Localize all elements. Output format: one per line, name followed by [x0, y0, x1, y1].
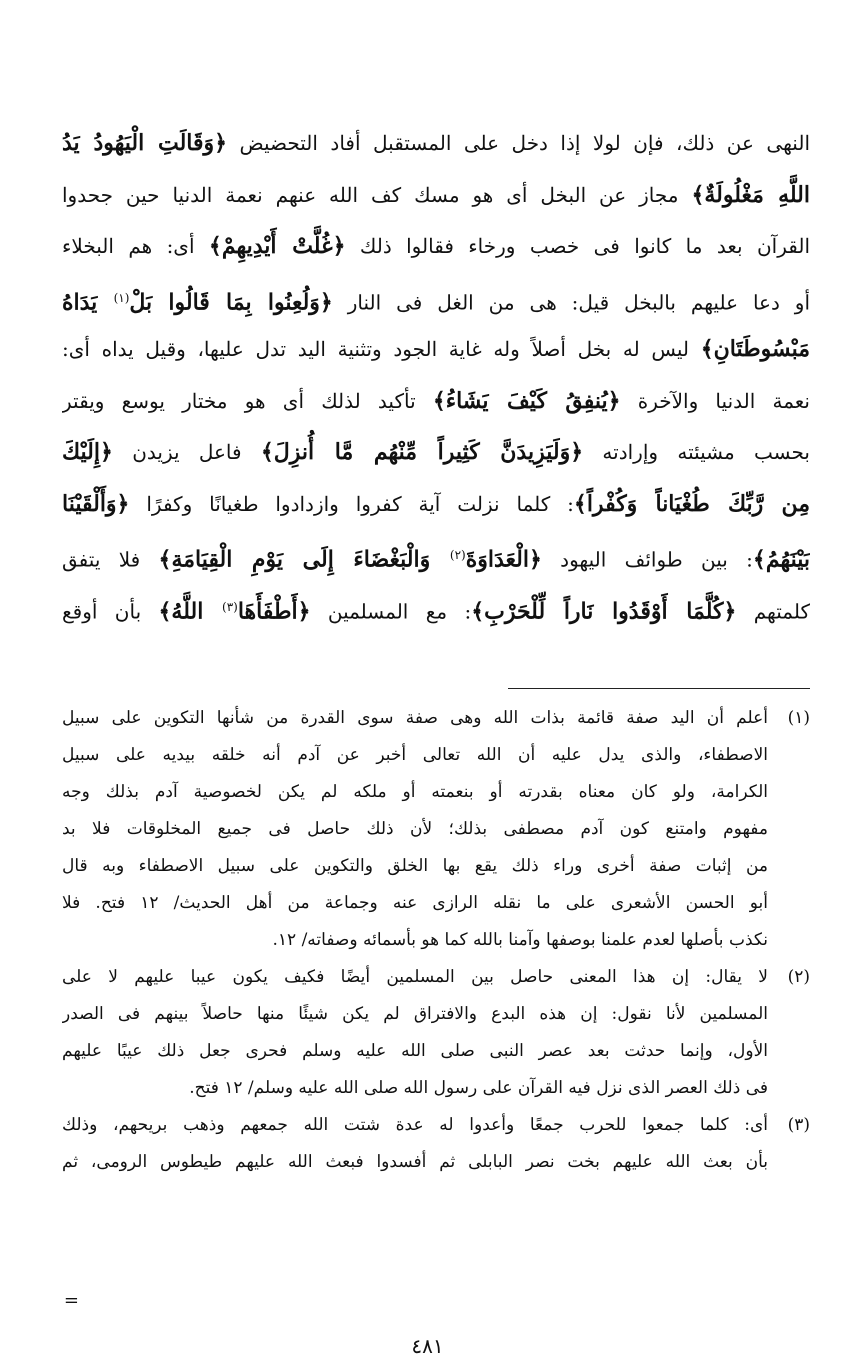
text-line: مَبْسُوطَتَانِ﴾ ليس له بخل أصلاً وله غاية الجود وتثنية اليد تدل عليها، وقيل يداه أى:: [62, 336, 810, 362]
footnote-line: أعلم أن اليد صفة قائمة بذات الله وهى صفة سوى القدرة من شأنها التكوين على سبيل: [62, 708, 768, 728]
footnote-line: أى: كلما جمعوا للحرب جمعًا وأعدوا له عدة شتت الله جمعهم وذهب بريحهم، وذلك: [62, 1115, 768, 1135]
footnote-ref: (١): [113, 290, 130, 305]
text-line: نعمة الدنيا والآخرة ﴿يُنفِقُ كَيْفَ يَشَاءُ﴾ تأكيد لذلك أى هو مختار يوسع ويقتر: [62, 387, 810, 414]
footnote-line: الاصطفاء، والذى يدل عليه أن الله تعالى أخبر عن آدم أنه خلقه بيديه على سبيل: [62, 745, 768, 765]
footnote-number: (٣): [787, 1115, 810, 1135]
main-text: [62, 118, 810, 633]
quran-verse: مَبْسُوطَتَانِ﴾: [700, 336, 810, 362]
footnote-line: فى ذلك العصر الذى نزل فيه القرآن على رسول الله صلى الله عليه وسلم/ ١٢ فتح.: [189, 1078, 768, 1098]
footnote-line: لا يقال: إن هذا المعنى حاصل بين المسلمين أيضًا فكيف يكون عيبا عليهم لا على: [62, 967, 768, 987]
footnote-separator: [508, 688, 810, 689]
continuation-mark: =: [63, 1290, 79, 1311]
footnote-line: أبو الحسن الأشعرى على ما نقله الرازى عنه وجماعة من أهل الحديث/ ١٢ فتح. فلا: [62, 893, 768, 913]
text-line: اللَّهِ مَغْلُولَةٌ﴾ مجاز عن البخل أى هو مسك كف الله عنهم نعمة الدنيا حين جحدوا: [62, 181, 810, 208]
quran-verse: ﴿وَقَالَتِ الْيَهُودُ يَدُ: [62, 130, 228, 156]
footnote-line: بأن بعث الله عليهم بخت نصر البابلى ثم أفسدوا فبعث الله عليهم طيطوس الرومى، ثم: [62, 1152, 768, 1172]
text-line: بحسب مشيئته وإرادته ﴿وَلَيَزِيدَنَّ كَثِيراً مِّنْهُم مَّا أُنزِلَ﴾ فاعل يزيدن ﴿إِلَيْكَ: [62, 439, 810, 465]
quran-verse: وَالْبَغْضَاءَ إِلَى يَوْمِ الْقِيَامَةِ﴾: [158, 546, 450, 573]
footnote-number: (٢): [787, 967, 810, 987]
footnote-line: المسلمين لأنا نقول: إن هذه البدع والافتراق لم يكن شيئًا منها حاصلاً بينهم فى الصدر: [62, 1004, 768, 1024]
quran-verse: ﴿الْعَدَاوَةَ: [465, 546, 542, 573]
footnotes: [62, 700, 810, 1181]
text-line: كلمتهم ﴿كُلَّمَا أَوْقَدُوا نَاراً لِّلْحَرْبِ﴾: مع المسلمين ﴿أَطْفَأَهَا$^{(٣)}$ اللَّهُ﴾ بأن أوقع: [62, 598, 810, 625]
footnote-number: (١): [787, 708, 810, 728]
quran-verse: اللَّهُ﴾: [158, 598, 222, 625]
quran-verse: مِن رَّبِّكَ طُغْيَاناً وَكُفْراً﴾: [573, 490, 810, 517]
quran-verse: بَيْنَهُمُ﴾: [752, 546, 810, 573]
text-line: القرآن بعد ما كانوا فى خصب ورخاء فقالوا ذلك ﴿غُلَّتْ أَيْدِيهِمْ﴾ أى: هم البخلاء: [62, 233, 810, 259]
text-line: بَيْنَهُمُ﴾: بين طوائف اليهود ﴿الْعَدَاوَةَ$^{(٢)}$ وَالْبَغْضَاءَ إِلَى يَوْمِ الْقِيَامَةِ﴾ فلا يتفق: [62, 546, 810, 573]
footnote-line: الكرامة، ولو كان معناه بقدرته أو بنعمته أو ملكه لم يكن لخصوصية آدم بذلك وجه: [62, 782, 768, 802]
footnote-1: [62, 700, 810, 959]
footnote-line: نكذب بأصلها لعدم علمنا بوصفها وآمنا بالله كما هو بأسمائه وصفاته/ ١٢.: [272, 930, 768, 950]
text-line: أو دعا عليهم بالبخل قيل: هى من الغل فى النار ﴿وَلُعِنُوا بِمَا قَالُوا بَلْ$^{(١)}$ يَدَاهُ: [62, 289, 810, 316]
footnote-ref: (٢): [449, 548, 466, 562]
quran-verse: يَدَاهُ: [62, 289, 114, 316]
quran-verse: ﴿غُلَّتْ أَيْدِيهِمْ﴾: [208, 233, 346, 259]
footnote-line: مفهوم وامتنع كون آدم مصطفى بذلك؛ لأن ذلك حاصل فى جميع المخلوقات فلا بد: [62, 819, 768, 839]
page-number: ٤٨١: [411, 1334, 444, 1358]
quran-verse: ﴿إِلَيْكَ: [62, 439, 113, 465]
quran-verse: ﴿وَلُعِنُوا بِمَا قَالُوا بَلْ: [129, 289, 333, 316]
text-line: النهى عن ذلك، فإن لولا إذا دخل على المستقبل أفاد التحضيض ﴿وَقَالَتِ الْيَهُودُ يَدُ: [62, 130, 810, 156]
quran-verse: ﴿وَأَلْقَيْنَا: [62, 490, 130, 517]
quran-verse: ﴿أَطْفَأَهَا: [237, 598, 311, 625]
footnote-line: من إثبات صفة أخرى وراء ذلك يقع بها الخلق والتكوين على سبيل الاصطفاء وبه قال: [62, 856, 768, 876]
text-line: مِن رَّبِّكَ طُغْيَاناً وَكُفْراً﴾: كلما نزلت آية كفروا وازدادوا طغيانًا وكفرًا ﴿وَأَلْقَيْنَا: [62, 490, 810, 517]
footnote-ref: (٣): [222, 599, 238, 614]
footnote-line: الأول، وإنما حدثت بعد عصر النبى صلى الله عليه وسلم فحرى جعل ذلك عيبًا عليهم: [62, 1041, 768, 1061]
quran-verse: ﴿وَلَيَزِيدَنَّ كَثِيراً مِّنْهُم مَّا أُنزِلَ﴾: [260, 439, 584, 465]
quran-verse: اللَّهِ مَغْلُولَةٌ﴾: [691, 181, 810, 208]
footnote-2: [62, 959, 810, 1107]
quran-verse: ﴿كُلَّمَا أَوْقَدُوا نَاراً لِّلْحَرْبِ﴾: [471, 598, 737, 625]
quran-verse: ﴿يُنفِقُ كَيْفَ يَشَاءُ﴾: [432, 387, 621, 414]
footnote-3: [62, 1107, 810, 1181]
